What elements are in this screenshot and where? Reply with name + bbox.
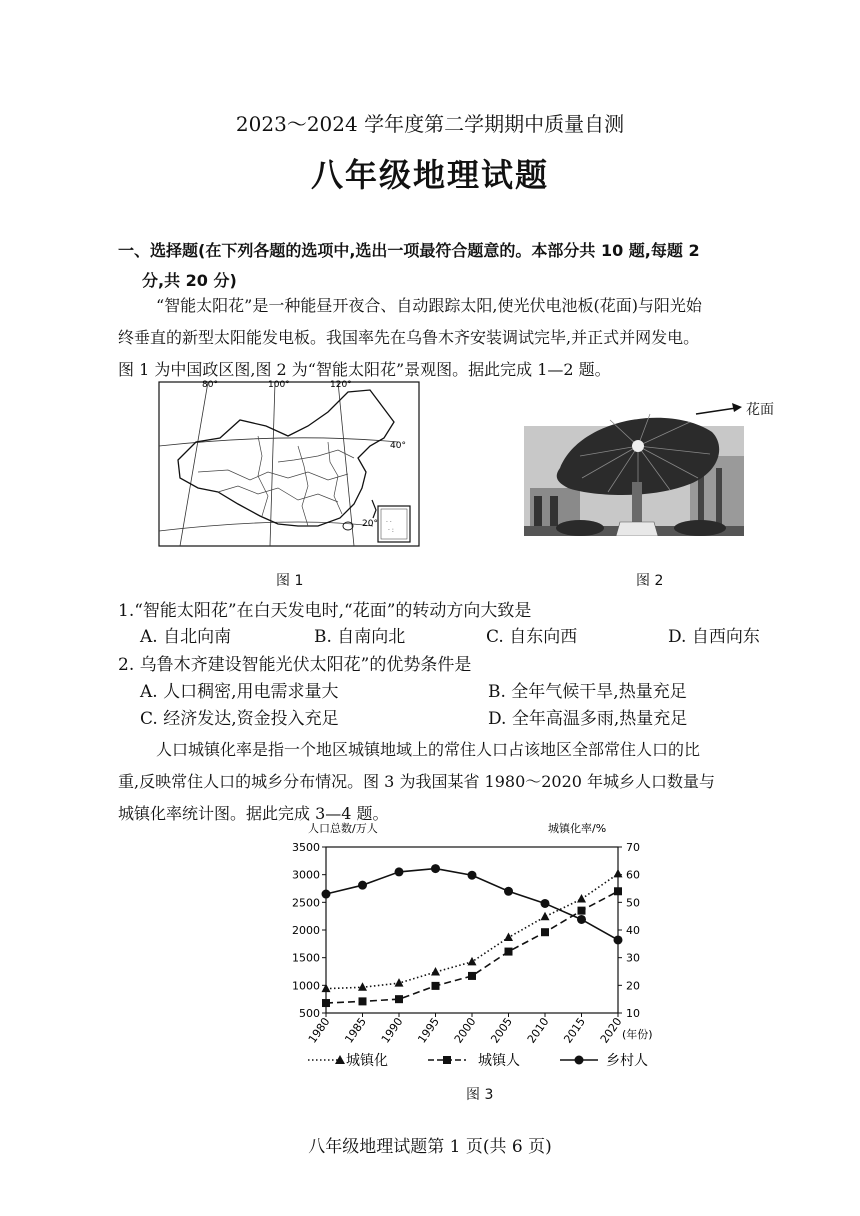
figure-2-caption: 图 2 [636, 573, 664, 589]
x-tick-label-2015: 2015 [561, 1015, 588, 1046]
section-heading-line1: 一、选择题(在下列各题的选项中,选出一项最符合题意的。本部分共 10 题,每题 2 [118, 241, 700, 260]
q1-option-b: B. 自南向北 [314, 627, 406, 647]
china-outline [178, 390, 394, 526]
left-tick-label-500: 500 [299, 1007, 320, 1020]
left-tick-label-3000: 3000 [292, 868, 320, 882]
legend-urban-pop: 城镇人 [478, 1053, 520, 1069]
x-tick-label-1990: 1990 [378, 1015, 406, 1046]
series-0-point-2000 [468, 957, 477, 966]
series-2-point-2020 [614, 935, 623, 944]
right-tick-label-60: 60 [626, 868, 640, 882]
solar-flower-photo [520, 396, 820, 536]
q2-option-a: A. 人口稠密,用电需求量大 [140, 682, 339, 702]
series-2-point-2010 [541, 899, 550, 908]
exam-title: 八年级地理试题 [310, 156, 549, 194]
series-1-point-2020 [614, 887, 622, 895]
series-1-point-2010 [541, 928, 549, 936]
passage-1-line3: 图 1 为中国政区图,图 2 为“智能太阳花”景观图。据此完成 1—2 题。 [118, 360, 611, 379]
series-0-point-2015 [577, 894, 586, 903]
left-tick-label-2500: 2500 [292, 896, 320, 910]
series-1-point-2000 [468, 972, 476, 980]
series-2-point-1990 [395, 867, 404, 876]
legend-marker-circle [575, 1056, 584, 1065]
svg-text:· :: · : [388, 527, 394, 534]
lon-label-80: 80° [202, 380, 218, 390]
series-1-point-1995 [432, 982, 440, 990]
series-1-point-2015 [578, 907, 586, 915]
passage-1 [118, 290, 798, 386]
right-tick-label-70: 70 [626, 841, 640, 854]
x-axis-label: (年份) [622, 1028, 653, 1041]
meridian-80 [180, 382, 208, 546]
passage-2-line3: 城镇化率统计图。据此完成 3—4 题。 [118, 804, 389, 823]
section-heading-line2: 分,共 20 分) [142, 271, 237, 290]
series-2-point-2005 [504, 887, 513, 896]
x-tick-label-1980: 1980 [305, 1015, 333, 1046]
right-tick-label-10: 10 [626, 1007, 640, 1020]
right-tick-label-20: 20 [626, 979, 640, 993]
question-2-stem: 2. 乌鲁木齐建设智能光伏太阳花”的优势条件是 [118, 655, 472, 675]
right-tick-label-50: 50 [626, 896, 640, 910]
series-2-point-2015 [577, 915, 586, 924]
population-chart [280, 814, 680, 1104]
series-2-point-1985 [358, 881, 367, 890]
meridian-120 [338, 382, 354, 546]
passage-1-line1: “智能太阳花”是一种能昼开夜合、自动跟踪太阳,使光伏电池板(花面)与阳光始 [156, 296, 702, 315]
q1-option-c: C. 自东向西 [486, 627, 578, 647]
x-tick-label-2005: 2005 [488, 1015, 515, 1046]
hainan-island [343, 522, 353, 530]
right-tick-label-30: 30 [626, 951, 640, 965]
figure-3-caption: 图 3 [466, 1087, 494, 1103]
passage-2-line1: 人口城镇化率是指一个地区城镇地域上的常住人口占该地区全部常住人口的比 [156, 740, 701, 759]
passage-1-line2: 终垂直的新型太阳能发电板。我国率先在乌鲁木齐安装调试完毕,并正式并网发电。 [118, 328, 700, 347]
question-1-stem: 1.“智能太阳花”在白天发电时,“花面”的转动方向大致是 [118, 601, 532, 621]
figure-1-caption: 图 1 [276, 573, 304, 589]
svg-text:· ·: · · [386, 519, 392, 526]
flower-base [616, 522, 658, 536]
annotation-label: 花面 [746, 402, 774, 418]
series-2-point-1980 [322, 890, 331, 899]
lon-label-100: 100° [268, 380, 290, 390]
lat-label-40: 40° [390, 441, 406, 451]
series-0-point-1985 [358, 982, 367, 991]
flower-pole [632, 482, 642, 522]
left-tick-label-2000: 2000 [292, 924, 320, 937]
series-0-point-2020 [614, 869, 623, 878]
page-footer: 八年级地理试题第 1 页(共 6 页) [308, 1137, 552, 1157]
q1-option-d: D. 自西向东 [668, 627, 760, 647]
series-line-0 [326, 874, 618, 989]
passage-2-line2: 重,反映常住人口的城乡分布情况。图 3 为我国某省 1980～2020 年城乡人口数量与 [118, 772, 716, 791]
annotation-arrow [696, 408, 736, 414]
x-tick-label-1995: 1995 [415, 1015, 442, 1046]
series-2-point-2000 [468, 871, 477, 880]
parallel-40 [159, 438, 398, 446]
series-2-point-1995 [431, 864, 440, 873]
lon-label-120: 120° [330, 380, 352, 390]
china-map-figure [158, 376, 420, 548]
left-tick-label-3500: 3500 [292, 841, 320, 854]
series-1-point-2005 [505, 948, 513, 956]
q2-option-d: D. 全年高温多雨,热量充足 [488, 709, 688, 729]
series-0-point-2010 [541, 912, 550, 921]
x-tick-label-2000: 2000 [451, 1015, 479, 1046]
legend [308, 1052, 648, 1069]
q1-option-a: A. 自北向南 [140, 627, 232, 647]
x-tick-label-1985: 1985 [342, 1015, 369, 1046]
exam-year-line: 2023～2024 学年度第二学期期中质量自测 [235, 112, 625, 136]
series-0-point-2005 [504, 932, 513, 941]
series-0-point-1995 [431, 967, 440, 976]
series-line-1 [326, 891, 618, 1003]
q2-option-c: C. 经济发达,资金投入充足 [140, 709, 339, 729]
legend-marker-square [443, 1056, 451, 1064]
x-tick-label-2020: 2020 [597, 1015, 625, 1046]
right-axis-label: 城镇化率/% [548, 822, 607, 835]
right-tick-label-40: 40 [626, 924, 640, 937]
legend-urbanization: 城镇化 [346, 1053, 388, 1069]
legend-rural-pop: 乡村人 [606, 1053, 648, 1069]
section-heading [118, 236, 798, 296]
series-1-point-1990 [395, 995, 403, 1003]
q2-option-b: B. 全年气候干旱,热量充足 [488, 682, 687, 702]
left-tick-label-1000: 1000 [292, 979, 320, 993]
lat-label-20: 20° [362, 519, 378, 529]
south-sea-inset [378, 506, 410, 542]
left-tick-label-1500: 1500 [292, 951, 320, 965]
series-1-point-1980 [322, 999, 330, 1007]
parallel-20 [159, 522, 373, 531]
left-axis-label: 人口总数/万人 [308, 822, 378, 835]
x-tick-label-2010: 2010 [524, 1015, 552, 1046]
taiwan-island [372, 500, 376, 518]
series-1-point-1985 [359, 997, 367, 1005]
